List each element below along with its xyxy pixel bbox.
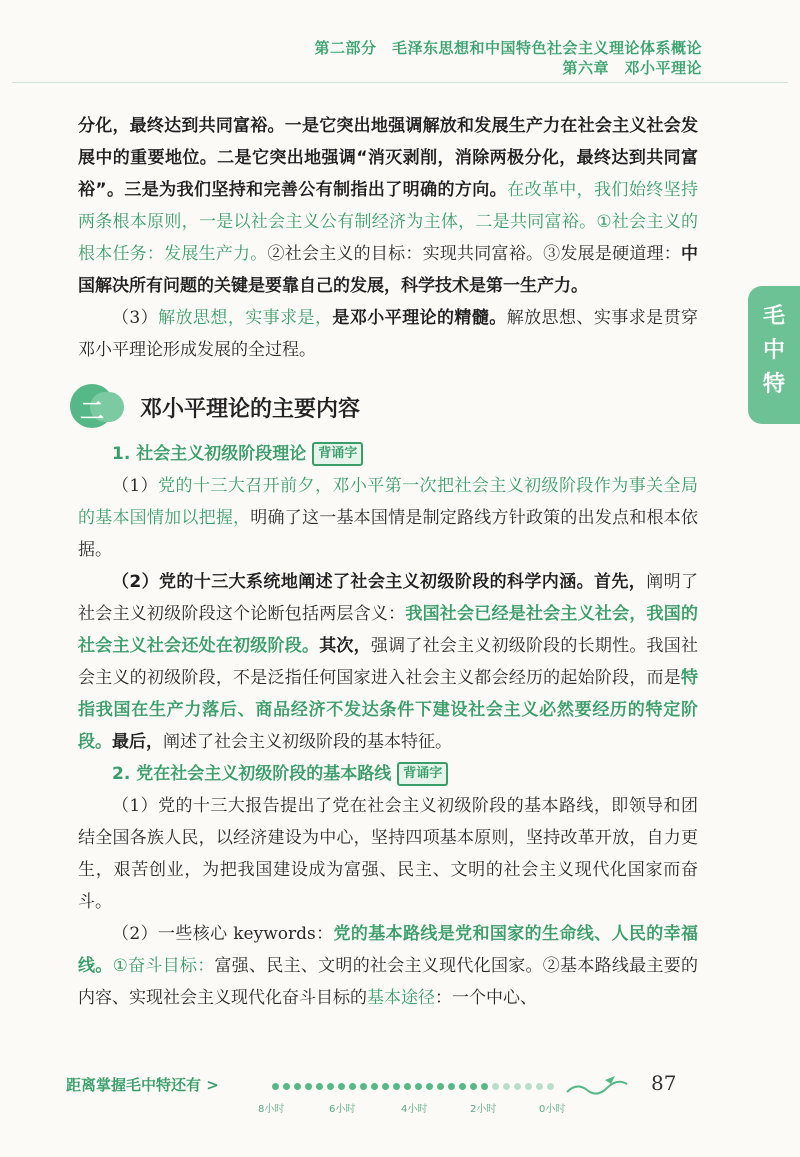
side-tab-mao-zhong-te[interactable] xyxy=(748,286,800,424)
para1-s3: ①社会主义的根本任务：发展生产力。 xyxy=(78,212,698,264)
progress-dot xyxy=(547,1083,554,1090)
paragraph-6 xyxy=(78,918,698,1014)
page-number: 87 xyxy=(651,1071,677,1095)
subsection-1-title: 1. 社会主义初级阶段理论 xyxy=(112,444,307,464)
progress-dot xyxy=(492,1083,499,1090)
section-title: 邓小平理论的主要内容 xyxy=(140,397,361,422)
para1-s2: 在改革中，我们始终坚持两条根本原则，一是以社会主义公有制经济为主体，二是共同富裕。 xyxy=(78,180,699,232)
progress-dot xyxy=(481,1083,488,1090)
paragraph-1 xyxy=(78,110,698,302)
hour-label-8: 8小时 xyxy=(258,1104,285,1115)
progress-dot xyxy=(426,1083,433,1090)
para4-s8: 阐述了社会主义初级阶段的基本特征。 xyxy=(163,732,452,752)
progress-dot xyxy=(404,1083,411,1090)
progress-dot xyxy=(327,1083,334,1090)
hour-label-0: 0小时 xyxy=(539,1104,566,1115)
para2-s2: 解放思想，实事求是， xyxy=(158,308,333,328)
progress-dot xyxy=(470,1083,477,1090)
para6-s1: （2）一些核心 keywords： xyxy=(112,924,334,944)
para4-s4: 其次， xyxy=(319,636,371,656)
subsection-2-heading xyxy=(112,758,698,790)
para5-s1: （1）党的十三大报告提出了党在社会主义初级阶段的基本路线，即领导和团结全国各族人民，以经济建设为中心，坚持四项基本原则，坚持改革开放，自力更生，艰苦创业，为把我国建设成为富强、民主、文明的社会主义现代化国家而奋斗。 xyxy=(78,796,698,912)
progress-dot xyxy=(503,1083,510,1090)
para4-s3: 我国社会已经是社会主义社会，我国的社会主义社会还处在初级阶段。 xyxy=(78,604,699,656)
para4-s2: 阐明了社会主义初级阶段这个论断包括两层含义： xyxy=(78,572,699,624)
section-heading xyxy=(78,384,698,428)
progress-dot xyxy=(393,1083,400,1090)
paragraph-2 xyxy=(78,302,698,366)
para2-s1: （3） xyxy=(112,308,159,328)
para4-s6: 特指我国在生产力落后、商品经济不发达条件下建设社会主义必然要经历的特定阶段。 xyxy=(78,668,698,752)
progress-dot xyxy=(415,1083,422,1090)
progress-dot xyxy=(316,1083,323,1090)
recite-badge: 背诵字 xyxy=(312,442,363,466)
para6-s5: 基本途径 xyxy=(367,988,435,1008)
progress-dot xyxy=(283,1083,290,1090)
para6-s6: ：一个中心、 xyxy=(435,988,537,1008)
side-tab-char-2: 中 xyxy=(762,338,785,363)
paragraph-4 xyxy=(78,566,698,758)
progress-dot xyxy=(536,1083,543,1090)
para1-s4: ②社会主义的目标：实现共同富裕。③发展是硬道理： xyxy=(267,244,682,264)
recite-badge: 背诵字 xyxy=(397,762,448,786)
progress-dot xyxy=(294,1083,301,1090)
hour-label-4: 4小时 xyxy=(401,1104,428,1115)
progress-dot xyxy=(338,1083,345,1090)
wave-icon xyxy=(565,1074,635,1098)
para4-s7: 最后， xyxy=(112,732,163,752)
para3-s1: （1） xyxy=(112,476,159,496)
para3-s3: 明确了这一基本国情是制定路线方针政策的出发点和根本依据。 xyxy=(78,508,699,560)
para6-s3: ①奋斗目标： xyxy=(112,956,215,976)
progress-dot xyxy=(371,1083,378,1090)
para2-s3: 是邓小平理论的精髓。 xyxy=(332,308,507,328)
para4-s5: 强调了社会主义初级阶段的长期性。我国社会主义的初级阶段，不是泛指任何国家进入社会主义都会经历的起始阶段，而是 xyxy=(78,636,699,688)
progress-dots xyxy=(272,1080,572,1094)
subsection-2-title: 2. 党在社会主义初级阶段的基本路线 xyxy=(112,764,392,784)
para6-s4: 富强、民主、文明的社会主义现代化国家。②基本路线最主要的内容、实现社会主义现代化奋斗目标的 xyxy=(78,956,699,1008)
progress-dot xyxy=(349,1083,356,1090)
section-number: 二 xyxy=(80,397,104,425)
progress-dot xyxy=(305,1083,312,1090)
section-number-badge xyxy=(70,384,130,428)
para1-s1: 分化，最终达到共同富裕。一是它突出地强调解放和发展生产力在社会主义社会发展中的重要地位。二是它突出地强调“消灭剥削，消除两极分化，最终达到共同富裕”。三是为我们坚持和完善公有制指出了明确的方向。 xyxy=(78,116,698,200)
paragraph-3 xyxy=(78,470,698,566)
para3-s2: 党的十三大召开前夕，邓小平第一次把社会主义初级阶段作为事关全局的基本国情加以把握， xyxy=(78,476,698,528)
running-header-part: 第二部分 毛泽东思想和中国特色社会主义理论体系概论 xyxy=(314,39,702,57)
page-body xyxy=(78,110,698,1014)
side-tab-char-1: 毛 xyxy=(762,304,785,329)
hour-label-6: 6小时 xyxy=(329,1104,356,1115)
progress-dot xyxy=(525,1083,532,1090)
header-divider xyxy=(12,82,788,83)
footer-progress-label: 距离掌握毛中特还有 > xyxy=(66,1076,219,1094)
running-header-chapter: 第六章 邓小平理论 xyxy=(562,59,702,77)
progress-dot xyxy=(514,1083,521,1090)
progress-dot xyxy=(360,1083,367,1090)
hour-label-2: 2小时 xyxy=(470,1104,497,1115)
progress-dot xyxy=(448,1083,455,1090)
para4-s1: （2）党的十三大系统地阐述了社会主义初级阶段的科学内涵。首先， xyxy=(112,572,647,592)
progress-dot xyxy=(382,1083,389,1090)
paragraph-5 xyxy=(78,790,698,918)
para6-s2: 党的基本路线是党和国家的生命线、人民的幸福线。 xyxy=(78,924,698,976)
side-tab-char-3: 特 xyxy=(762,372,785,397)
progress-dot xyxy=(272,1083,279,1090)
progress-dot xyxy=(437,1083,444,1090)
para1-s5: 中国解决所有问题的关键是要靠自己的发展，科学技术是第一生产力。 xyxy=(78,244,699,296)
subsection-1-heading xyxy=(112,438,698,470)
progress-dot xyxy=(459,1083,466,1090)
para2-s4: 解放思想、实事求是贯穿邓小平理论形成发展的全过程。 xyxy=(78,308,698,360)
